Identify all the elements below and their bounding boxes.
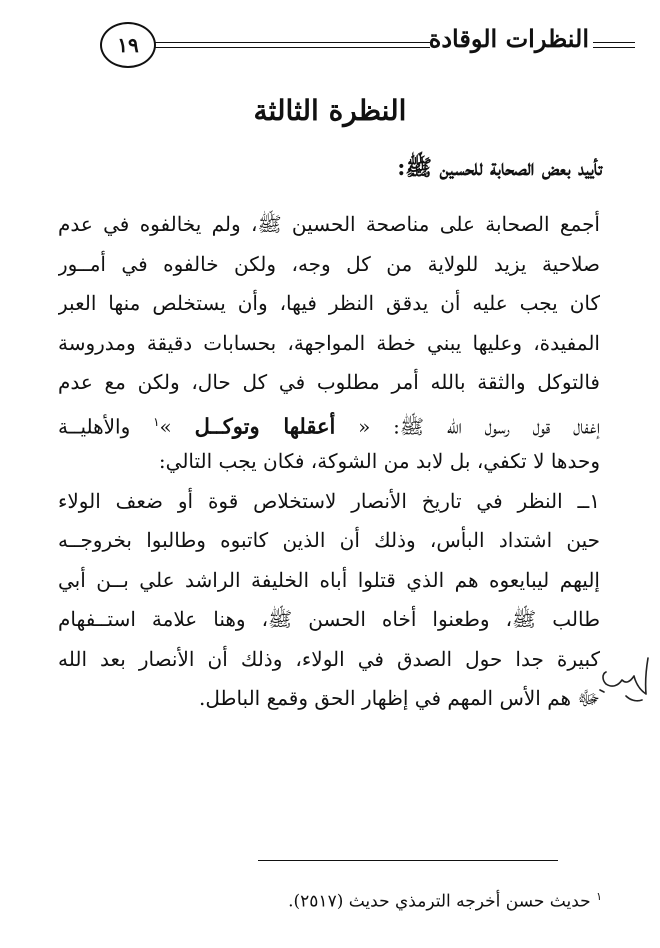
text-line: طالب ﷺ، وطعنوا أخاه الحسن ﷺ، وهنا علامة استــفهام: [58, 607, 600, 631]
hadith-quote: أعقلها وتوكــل: [194, 413, 336, 439]
quote-prefix: إغفال قول رسول الله ﷺ: «: [358, 414, 600, 439]
page-number: ١٩: [117, 33, 139, 57]
text-line: المفيدة، وعليها يبني خطة المواجهة، بحسابات دقيقة ومدروسة: [58, 330, 600, 355]
page-number-badge: [100, 22, 156, 68]
text-line: كبيرة جدا حول الصدق في الولاء، وذلك أن الأنصار بعد الله: [58, 646, 600, 671]
footnote: [288, 890, 602, 912]
quote-suffix: والأهليــة: [58, 414, 131, 439]
header-rule-right: [593, 42, 635, 48]
text-line: ١ــ النظر في تاريخ الأنصار لاستخلاص قوة أو ضعف الولاء: [58, 488, 600, 513]
header-rule-left: [130, 42, 430, 48]
footnote-ref: ١: [153, 414, 160, 429]
text-line: إليهم ليبايعوه هم الذي قتلوا أباه الخليفة الراشد علي بــن أبي: [58, 567, 600, 592]
page-header: [58, 22, 606, 72]
text-line: وحدها لا تكفي، بل لابد من الشوكة، فكان يجب التالي:: [158, 449, 600, 473]
text-line: كان يجب عليه أن يدقق النظر فيها، وأن يستخلص منها العبر: [58, 291, 600, 315]
text-line: أجمع الصحابة على مناصحة الحسين ﷺ، ولم يخالفوه في عدم: [58, 212, 600, 236]
body-text: [58, 205, 600, 719]
quote-line: [58, 403, 600, 443]
text-line: ﷻ هم الأس المهم في إظهار الحق وقمع الباطل.: [199, 686, 600, 710]
section-subtitle: تأييد بعض الصحابة للحسين ﷺ:: [397, 155, 602, 181]
section-title: النظرة الثالثة: [253, 94, 407, 127]
text-line: حين اشتداد البأس، وذلك أن الذين كاتبوه وطالبوا بخروجــه: [58, 528, 600, 552]
text-line: فالتوكل والثقة بالله أمر مطلوب في كل حال، ولكن مع عدم: [58, 370, 600, 394]
footnote-divider: [258, 860, 558, 861]
quote-close: »: [159, 414, 172, 439]
footnote-number: ١: [596, 890, 602, 903]
footnote-text: حديث حسن أخرجه الترمذي حديث (٢٥١٧).: [288, 891, 591, 912]
handwritten-margin-note: [596, 650, 656, 710]
text-line: صلاحية يزيد للولاية من كل وجه، ولكن خالفوه في أمــور: [58, 251, 600, 276]
running-title: النظرات الوقادة: [428, 24, 589, 53]
